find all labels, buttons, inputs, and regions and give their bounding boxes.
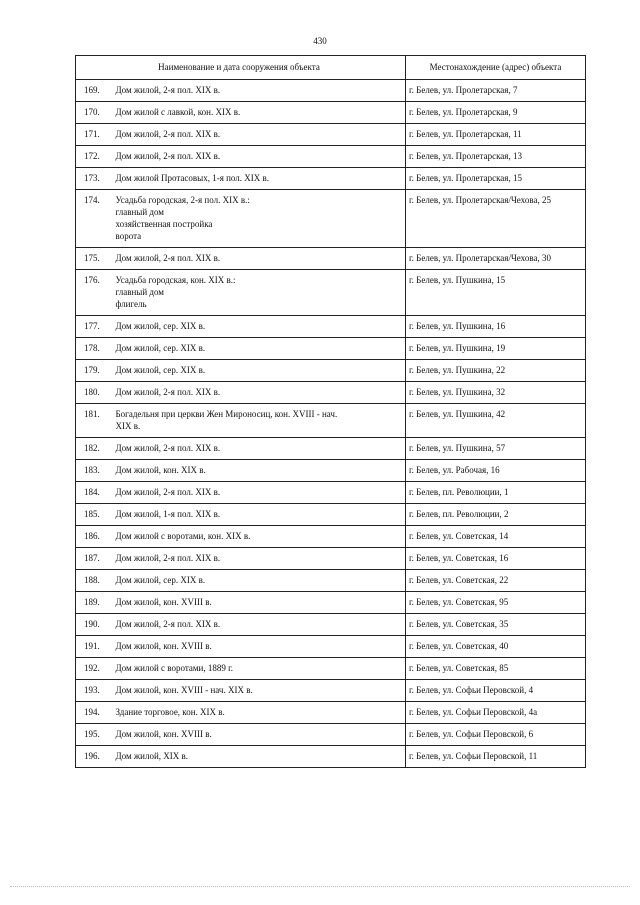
object-address: г. Белев, ул. Пушкина, 22 [406,360,586,382]
row-number: 193. [76,680,108,702]
row-number: 174. [76,190,108,248]
object-name: Дом жилой, XIX в. [115,751,189,761]
column-header-name: Наименование и дата сооружения объекта [76,56,406,80]
object-address: г. Белев, ул. Пролетарская/Чехова, 25 [406,190,586,248]
object-name: Дом жилой, кон. XVIII в. [115,641,212,651]
object-name: Дом жилой, сер. XIX в. [115,343,206,353]
page-number: 430 [313,36,327,46]
object-name-cell [108,460,406,482]
object-name-cell [108,80,406,102]
row-number: 175. [76,248,108,270]
table-row [76,102,586,124]
object-address: г. Белев, ул. Советская, 40 [406,636,586,658]
table-row [76,702,586,724]
object-address: г. Белев, ул. Советская, 14 [406,526,586,548]
object-address: г. Белев, ул. Софьи Перовской, 4а [406,702,586,724]
object-name-cell [108,360,406,382]
object-name: Дом жилой, сер. XIX в. [115,575,206,585]
row-number: 191. [76,636,108,658]
heritage-objects-table [75,55,586,768]
table-row [76,270,586,316]
table-row [76,460,586,482]
object-name-cell [108,482,406,504]
object-address: г. Белев, ул. Пролетарская, 7 [406,80,586,102]
table-row [76,526,586,548]
object-address: г. Белев, ул. Советская, 16 [406,548,586,570]
object-name: Дом жилой, 2-я пол. XIX в. [115,129,221,139]
object-address: г. Белев, ул. Пушкина, 32 [406,382,586,404]
object-name: Дом жилой, сер. XIX в. [115,365,206,375]
row-number: 184. [76,482,108,504]
object-name-cell [108,338,406,360]
table-row [76,570,586,592]
object-address: г. Белев, пл. Революции, 1 [406,482,586,504]
object-address: г. Белев, ул. Советская, 35 [406,614,586,636]
row-number: 169. [76,80,108,102]
object-name-cell [108,382,406,404]
object-name: Дом жилой с лавкой, кон. XIX в. [115,107,241,117]
object-address: г. Белев, пл. Революции, 2 [406,504,586,526]
object-component: главный дом [115,287,165,297]
object-address: г. Белев, ул. Пролетарская/Чехова, 30 [406,248,586,270]
object-name-cell [108,614,406,636]
object-name-cell [108,168,406,190]
object-address: г. Белев, ул. Пушкина, 15 [406,270,586,316]
table-row [76,190,586,248]
table-row [76,482,586,504]
object-name: Усадьба городская, кон. XIX в.: [115,275,236,285]
object-name: Дом жилой, кон. XIX в. [115,465,206,475]
row-number: 183. [76,460,108,482]
row-number: 188. [76,570,108,592]
row-number: 170. [76,102,108,124]
object-name-cell [108,724,406,746]
object-name-cell [108,636,406,658]
object-name: Здание торговое, кон. XIX в. [115,707,225,717]
object-name-cell [108,548,406,570]
object-address: г. Белев, ул. Софьи Перовской, 11 [406,746,586,768]
table-row [76,548,586,570]
row-number: 196. [76,746,108,768]
table-row [76,504,586,526]
table-row [76,248,586,270]
row-number: 180. [76,382,108,404]
object-address: г. Белев, ул. Советская, 95 [406,592,586,614]
table-row [76,658,586,680]
table-row [76,168,586,190]
object-name: Богадельня при церкви Жен Мироносиц, кон. XVIII - нач. [115,409,338,419]
table-row [76,404,586,438]
row-number: 190. [76,614,108,636]
object-name: Дом жилой с воротами, 1889 г. [115,663,234,673]
object-name-cell [108,746,406,768]
table-row [76,636,586,658]
table-row [76,80,586,102]
row-number: 185. [76,504,108,526]
object-name: Усадьба городская, 2-я пол. XIX в.: [115,195,250,205]
object-name-cell [108,102,406,124]
object-name: Дом жилой, 2-я пол. XIX в. [115,619,221,629]
object-name: Дом жилой, кон. XVIII в. [115,597,212,607]
object-name: Дом жилой, сер. XIX в. [115,321,206,331]
object-component: XIX в. [115,421,141,431]
table-row [76,680,586,702]
object-component: ворота [115,231,142,241]
scan-artifact-line [10,886,630,889]
table-row [76,124,586,146]
object-name-cell [108,146,406,168]
object-name: Дом жилой, 2-я пол. XIX в. [115,387,221,397]
row-number: 186. [76,526,108,548]
object-address: г. Белев, ул. Советская, 85 [406,658,586,680]
row-number: 189. [76,592,108,614]
object-name: Дом жилой Протасовых, 1-я пол. XIX в. [115,173,270,183]
object-name-cell [108,438,406,460]
object-name-cell [108,570,406,592]
object-address: г. Белев, ул. Советская, 22 [406,570,586,592]
object-address: г. Белев, ул. Пролетарская, 15 [406,168,586,190]
row-number: 187. [76,548,108,570]
table-row [76,724,586,746]
object-component: главный дом [115,207,165,217]
row-number: 171. [76,124,108,146]
table-row [76,360,586,382]
row-number: 176. [76,270,108,316]
table-row [76,746,586,768]
object-name: Дом жилой, кон. XVIII в. [115,729,212,739]
column-header-address: Местонахождение (адрес) объекта [406,56,586,80]
object-name: Дом жилой, 2-я пол. XIX в. [115,151,221,161]
object-name: Дом жилой с воротами, кон. XIX в. [115,531,251,541]
object-name-cell [108,592,406,614]
object-address: г. Белев, ул. Рабочая, 16 [406,460,586,482]
object-name: Дом жилой, 2-я пол. XIX в. [115,443,221,453]
table-row [76,146,586,168]
table-row [76,382,586,404]
object-name: Дом жилой, 2-я пол. XIX в. [115,553,221,563]
object-address: г. Белев, ул. Пушкина, 19 [406,338,586,360]
table-row [76,438,586,460]
object-name-cell [108,316,406,338]
object-name-cell [108,658,406,680]
object-address: г. Белев, ул. Пушкина, 42 [406,404,586,438]
row-number: 179. [76,360,108,382]
row-number: 192. [76,658,108,680]
table-row [76,614,586,636]
row-number: 182. [76,438,108,460]
object-address: г. Белев, ул. Пролетарская, 13 [406,146,586,168]
object-component: флигель [115,299,147,309]
object-name: Дом жилой, 1-я пол. XIX в. [115,509,221,519]
object-name: Дом жилой, 2-я пол. XIX в. [115,253,221,263]
row-number: 181. [76,404,108,438]
object-address: г. Белев, ул. Софьи Перовской, 6 [406,724,586,746]
object-name-cell [108,702,406,724]
row-number: 178. [76,338,108,360]
object-name-cell [108,526,406,548]
object-name-cell [108,404,406,438]
object-name-cell [108,270,406,316]
object-address: г. Белев, ул. Софьи Перовской, 4 [406,680,586,702]
table-header-row [76,56,586,80]
table-row [76,592,586,614]
object-name-cell [108,504,406,526]
row-number: 194. [76,702,108,724]
object-name-cell [108,248,406,270]
row-number: 172. [76,146,108,168]
object-address: г. Белев, ул. Пролетарская, 9 [406,102,586,124]
row-number: 195. [76,724,108,746]
object-component: хозяйственная постройка [115,219,213,229]
object-name: Дом жилой, 2-я пол. XIX в. [115,85,221,95]
table-row [76,338,586,360]
row-number: 177. [76,316,108,338]
row-number: 173. [76,168,108,190]
table-row [76,316,586,338]
object-name-cell [108,680,406,702]
object-address: г. Белев, ул. Пролетарская, 11 [406,124,586,146]
object-address: г. Белев, ул. Пушкина, 16 [406,316,586,338]
object-name-cell [108,124,406,146]
object-name-cell [108,190,406,248]
object-address: г. Белев, ул. Пушкина, 57 [406,438,586,460]
object-name: Дом жилой, 2-я пол. XIX в. [115,487,221,497]
object-name: Дом жилой, кон. XVIII - нач. XIX в. [115,685,253,695]
